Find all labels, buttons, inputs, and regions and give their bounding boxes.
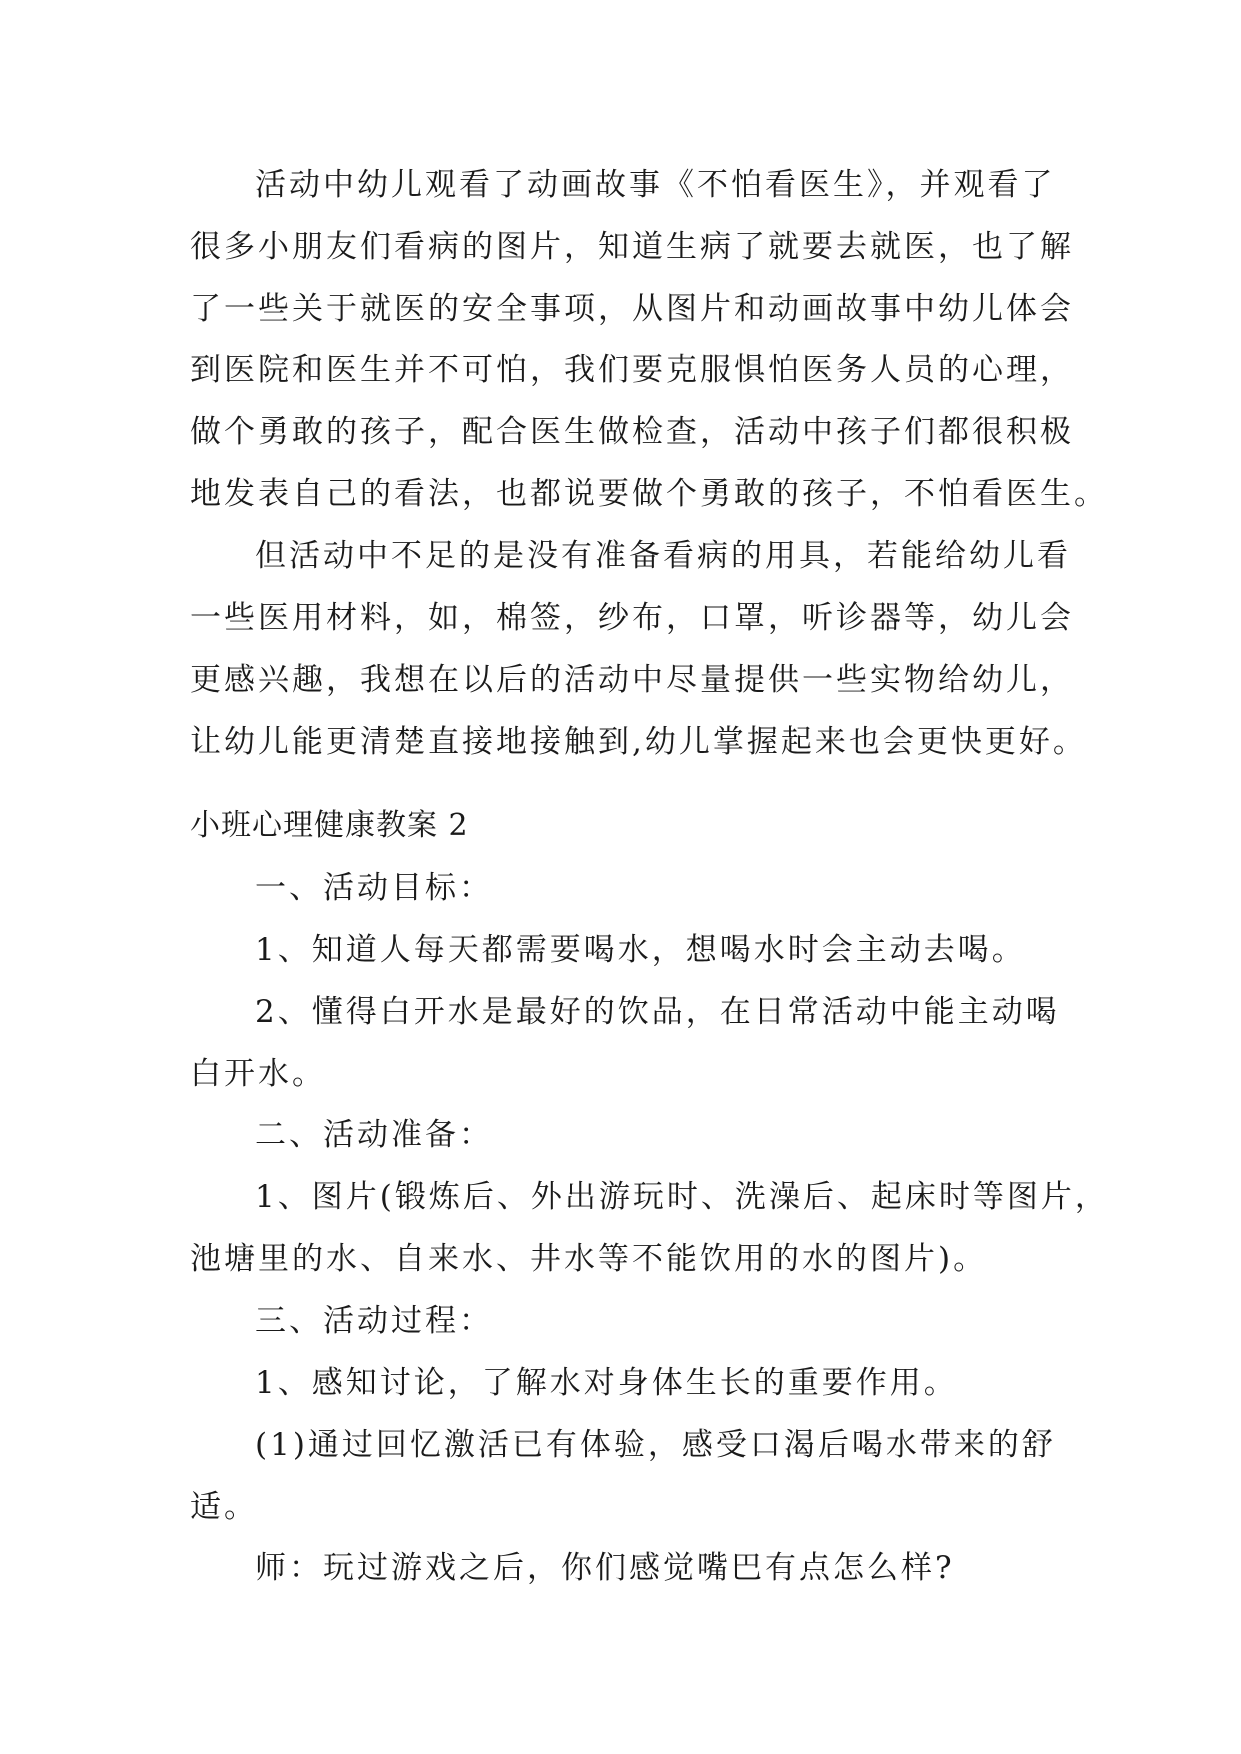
paragraph-line: 三、活动过程：: [255, 1303, 493, 1339]
paragraph-line: 但活动中不足的是没有准备看病的用具，若能给幼儿看: [255, 538, 1071, 574]
paragraph-line: 更感兴趣，我想在以后的活动中尽量提供一些实物给幼儿，: [190, 662, 1074, 698]
paragraph-line: 2、懂得白开水是最好的饮品，在日常活动中能主动喝: [255, 994, 1060, 1030]
paragraph-line: 很多小朋友们看病的图片，知道生病了就要去就医，也了解: [190, 229, 1074, 265]
paragraph-line: (1)通过回忆激活已有体验，感受口渴后喝水带来的舒: [255, 1427, 1056, 1463]
paragraph-line: 到医院和医生并不可怕，我们要克服惧怕医务人员的心理，: [190, 352, 1074, 388]
paragraph-line: 1、感知讨论，了解水对身体生长的重要作用。: [255, 1365, 958, 1401]
paragraph-line: 池塘里的水、自来水、井水等不能饮用的水的图片)。: [190, 1241, 988, 1277]
paragraph-line: 师：玩过游戏之后，你们感觉嘴巴有点怎么样?: [255, 1550, 955, 1586]
paragraph-line: 让幼儿能更清楚直接地接触到,幼儿掌握起来也会更快更好。: [190, 724, 1087, 760]
section-heading: 小班心理健康教案 2: [190, 808, 469, 843]
paragraph-line: 做个勇敢的孩子，配合医生做检查，活动中孩子们都很积极: [190, 414, 1074, 450]
paragraph-line: 适。: [190, 1489, 258, 1525]
paragraph-line: 白开水。: [190, 1056, 326, 1092]
paragraph-line: 一、活动目标：: [255, 870, 493, 906]
paragraph-line: 了一些关于就医的安全事项，从图片和动画故事中幼儿体会: [190, 291, 1074, 327]
paragraph-line: 活动中幼儿观看了动画故事《不怕看医生》，并观看了: [255, 167, 1056, 203]
paragraph-line: 一些医用材料，如，棉签，纱布，口罩，听诊器等，幼儿会: [190, 600, 1074, 636]
paragraph-line: 1、图片(锻炼后、外出游玩时、洗澡后、起床时等图片，: [255, 1179, 1109, 1215]
paragraph-line: 二、活动准备：: [255, 1117, 493, 1153]
paragraph-line: 1、知道人每天都需要喝水，想喝水时会主动去喝。: [255, 932, 1026, 968]
paragraph-line: 地发表自己的看法，也都说要做个勇敢的孩子，不怕看医生。: [190, 476, 1108, 512]
